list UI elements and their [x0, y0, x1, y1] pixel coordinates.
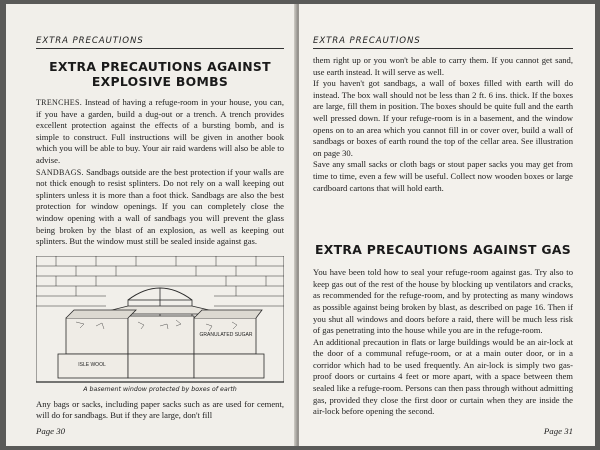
- page-number: Page 30: [36, 426, 66, 436]
- header-rule: [313, 48, 573, 49]
- body-paragraph: An additional precaution in flats or large buildings would be an air-lock at the door of a communal refuge-room, or at a main outer door, or in a corridor which had to be used frequently. An air-lock is simply two gas-proof doors or curtains 4 feet or more apart, with a space between them sealed like a refuge-room. Persons can then pass through without admitting gas, provided they close the first door or curtain when they are inside the air-lock before opening the second.: [313, 336, 573, 417]
- illustration-drawing: [36, 256, 284, 384]
- trenches-label: TRENCHES.: [36, 98, 83, 107]
- left-page: [6, 4, 296, 446]
- section-title: EXTRA PRECAUTIONS AGAINST GAS: [315, 242, 571, 258]
- continuation-paragraph: Any bags or sacks, including paper sacks such as are used for cement, will do for sandbags. But if they are large, don't fill: [36, 398, 284, 421]
- running-header: EXTRA PRECAUTIONS: [36, 36, 144, 46]
- body-paragraph: If you haven't got sandbags, a wall of boxes filled with earth will do instead. The box wall should not be less than 2 ft. 6 ins. thick. If the boxes are large, fill them in position. The boxes should be quite full and the earth well pressed down. If your refuge-room is in a basement, and the window opens on to an area which you cannot fill in or cover over, build a wall of sandbags or boxes of earth round the top of the cellar area. See illustration on page 30.: [313, 78, 573, 158]
- section-title-line-2: EXPLOSIVE BOMBS: [91, 74, 229, 89]
- sandbags-label: SANDBAGS.: [36, 167, 84, 177]
- body-paragraph: them right up or you won't be able to carry them. If you cannot get sand, use earth instead. It will serve as well.: [313, 55, 573, 77]
- sandbags-paragraph: [36, 167, 284, 248]
- box-label-left: ISLE WOOL: [78, 361, 106, 368]
- section-title-line-1: EXTRA PRECAUTIONS AGAINST: [49, 59, 271, 74]
- figure-caption: A basement window protected by boxes of earth: [83, 385, 237, 393]
- body-paragraph: Save any small sacks or cloth bags or stout paper sacks you may get from time to time, even a few will be useful. Collect now wooden boxes or large cardboard cartons that will hold earth.: [313, 159, 573, 193]
- trenches-text: Instead of having a refuge-room in your house, you can, if you have a garden, build a dug-out or a trench. A trench provides excellent protection against the effects of a bursting bomb, and is simple to construct. Full instructions will be given in another book which you will be able to buy. Your air raid wardens will also be able to advise.: [36, 97, 284, 165]
- basement-window-illustration: [36, 256, 284, 384]
- page-number: Page 31: [543, 426, 573, 436]
- box-label-right: GRANULATED SUGAR: [199, 331, 253, 338]
- trenches-paragraph: [36, 97, 284, 167]
- right-page: [299, 4, 595, 446]
- section-title: [36, 59, 284, 89]
- body-paragraph: You have been told how to seal your refuge-room against gas. Try also to keep gas out of the rest of the house by blocking up ventilators and cracks, as recommended for the refuge-room, and by protecting as many windows as possible against being broken by blast, as described on page 16. Then if you shut all windows and doors before a raid, there will be much less risk of gas penetrating into the house while you are in the refuge-room.: [313, 267, 573, 336]
- sandbags-text: Sandbags outside are the best protection if your walls are not thick enough to resist splinters. Do not rely on a wall keeping out splinters unless it is more than a foot thick. Sandbags are also the best protection for window openings. If you can completely close the window opening with a wall of sandbags you will prevent the glass being broken by the blast of an explosion, as well as keeping out splinters. But the window must still be sealed inside against gas.: [36, 166, 284, 247]
- header-rule: [36, 48, 284, 49]
- running-header: EXTRA PRECAUTIONS: [313, 36, 421, 46]
